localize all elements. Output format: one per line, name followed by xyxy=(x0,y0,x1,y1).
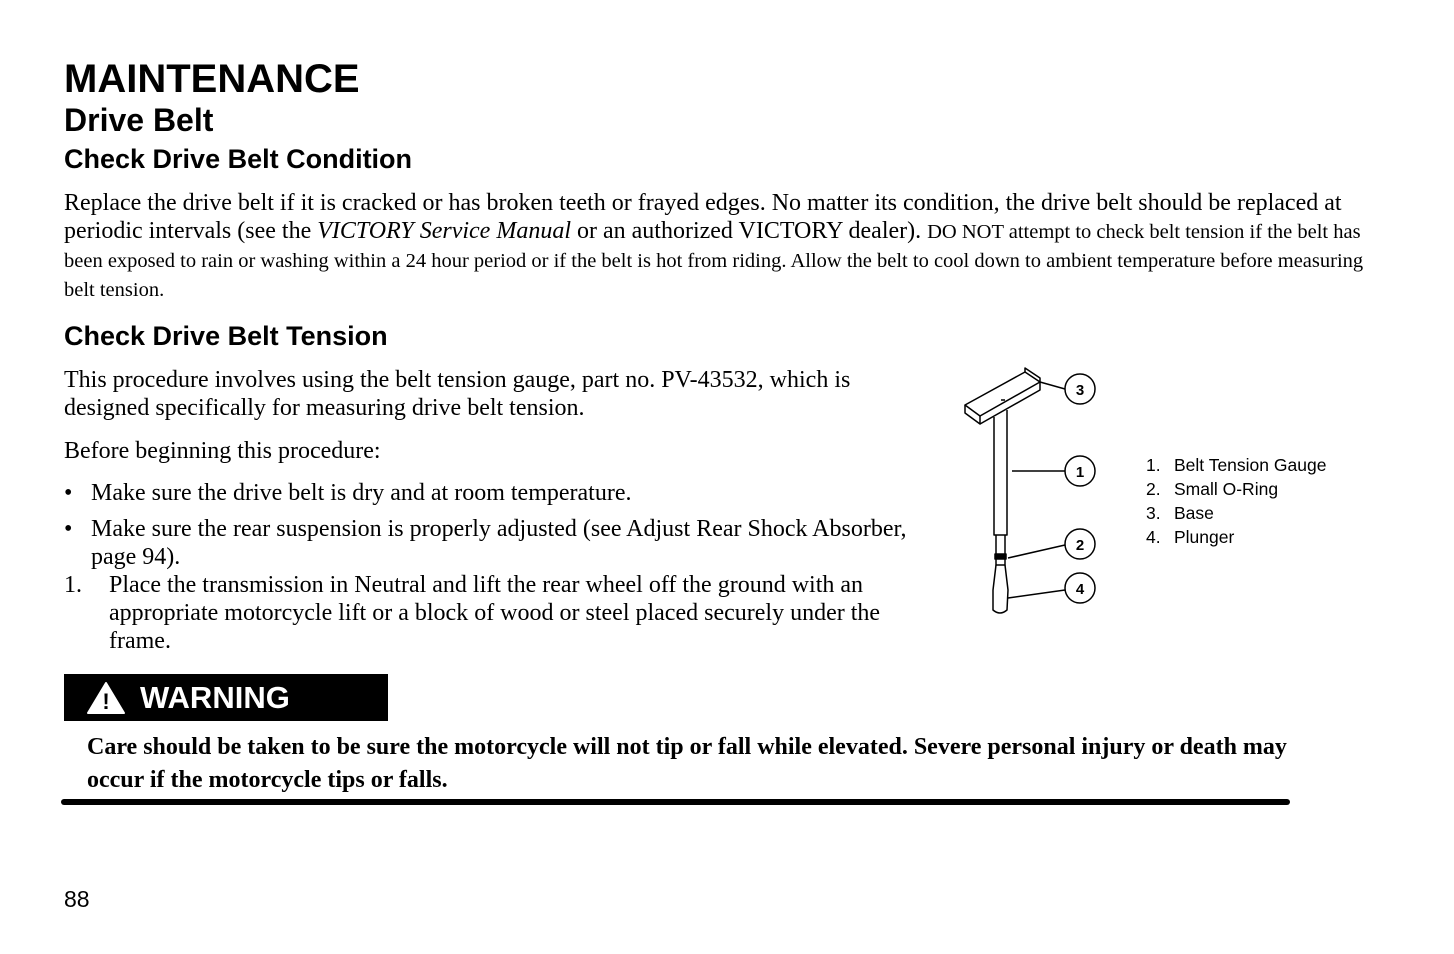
warning-divider xyxy=(61,799,1290,805)
step-text: Place the transmission in Neutral and lift the rear wheel off the ground with an appropriate motorcycle lift or a block of wood or steel placed securely under the frame. xyxy=(109,572,881,654)
page-number: 88 xyxy=(64,886,90,912)
warning-banner xyxy=(64,674,388,721)
callout-label: 1 xyxy=(1075,464,1085,481)
figure-legend xyxy=(1146,453,1326,549)
condition-paragraph: Replace the drive belt if it is cracked or has broken teeth or frayed edges. No matter its condition, the drive belt should be replaced at periodic intervals (see the VICTORY Service Manual or an authorized VICTORY dealer). DO NOT attempt to check belt tension if the belt has been exposed to rain or washing within a 24 hour period or if the belt is hot from riding. Allow the belt to cool down to ambient temperature before measuring belt tension. xyxy=(64,190,1364,301)
callout-label: 3 xyxy=(1075,382,1085,399)
page-subheading: Drive Belt xyxy=(64,102,214,138)
legend-item: 3. Base xyxy=(1146,503,1214,523)
legend-item: 1. Belt Tension Gauge xyxy=(1146,455,1327,475)
section-title-condition: Check Drive Belt Condition xyxy=(64,144,413,174)
bullet-text: Make sure the drive belt is dry and at room temperature. xyxy=(91,480,632,506)
bullet-mark: • xyxy=(64,516,73,542)
section-title-tension: Check Drive Belt Tension xyxy=(64,321,388,351)
bullet-text: Make sure the rear suspension is properly adjusted (see Adjust Rear Shock Absorber, page 94). xyxy=(91,516,907,570)
callout-label: 2 xyxy=(1075,537,1085,554)
list-item xyxy=(64,479,914,507)
warning-triangle-icon xyxy=(86,681,126,715)
step-number: 1. xyxy=(64,572,82,598)
list-item xyxy=(64,515,914,571)
legend-item: 4. Plunger xyxy=(1146,527,1235,547)
belt-tension-gauge-illustration xyxy=(955,360,1115,630)
legend-item: 2. Small O-Ring xyxy=(1146,479,1279,499)
bullet-list xyxy=(64,479,914,655)
tension-intro-paragraph: This procedure involves using the belt tension gauge, part no. PV-43532, which is designed specifically for measuring drive belt tension. xyxy=(64,367,851,421)
warning-label: WARNING xyxy=(140,679,290,715)
bullet-mark: • xyxy=(64,480,73,506)
before-beginning-text: Before beginning this procedure: xyxy=(64,438,381,464)
step-item xyxy=(64,571,914,655)
warning-icon-glyph: ! xyxy=(102,688,110,714)
callout-label: 4 xyxy=(1075,581,1085,598)
page-heading: MAINTENANCE xyxy=(64,57,360,101)
warning-text: Care should be taken to be sure the motorcycle will not tip or fall while elevated. Severe personal injury or death may occur if the motorcycle tips or falls. xyxy=(87,734,1287,793)
